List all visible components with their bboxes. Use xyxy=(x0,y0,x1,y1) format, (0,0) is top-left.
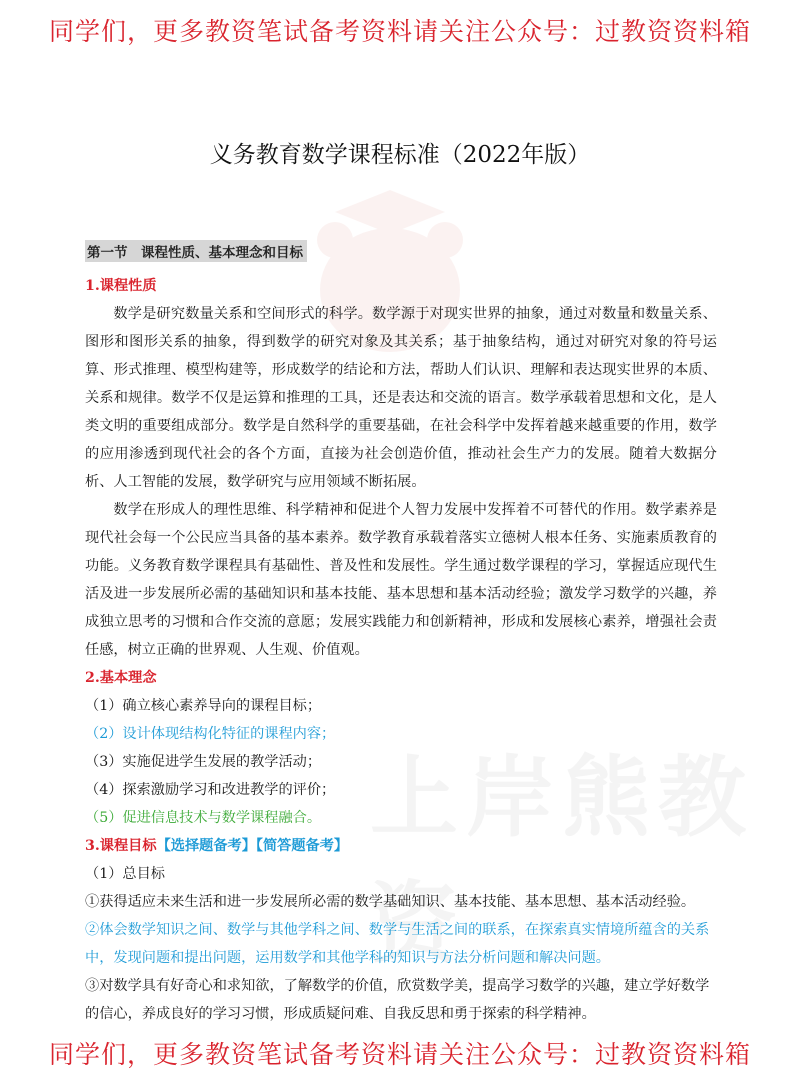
heading-course-goals-label: 3.课程目标 xyxy=(85,838,157,854)
list-item: （2）设计体现结构化特征的课程内容； xyxy=(85,726,336,742)
bottom-promo-banner: 同学们，更多教资笔试备考资料请关注公众号：过教资资料箱 xyxy=(48,1040,751,1069)
heading-course-nature: 1.课程性质 xyxy=(85,278,157,294)
exam-tags: 【选择题备考】【简答题备考】 xyxy=(156,838,349,854)
goal-item: ①获得适应未来生活和进一步发展所必需的数学基础知识、基本技能、基本思想、基本活动经验。 xyxy=(85,894,696,910)
goal-item: ②体会数学知识之间、数学与其他学科之间、数学与生活之间的联系，在探索真实情境所蕴含的关系中，发现问题和提出问题，运用数学和其他学科的知识与方法分析问题和解决问题。 xyxy=(85,922,710,966)
heading-basic-concepts: 2.基本理念 xyxy=(85,670,157,686)
list-item: （4）探索激励学习和改进教学的评价； xyxy=(85,782,336,798)
subheading-overall-goals: （1）总目标 xyxy=(85,866,165,882)
paragraph: 数学是研究数量关系和空间形式的科学。数学源于对现实世界的抽象，通过对数量和数量关系、图形和图形关系的抽象，得到数学的研究对象及其关系；基于抽象结构，通过对研究对象的符号运算、形式推理、模型构建等，形成数学的结论和方法，帮助人们认识、理解和表达现实世界的本质、关系和规律。数学不仅是运算和推理的工具，还是表达和交流的语言。数学承载着思想和文化，是人类文明的重要组成部分。数学是自然科学的重要基础，在社会科学中发挥着越来越重要的作用，数学的应用渗透到现代社会的各个方面，直接为社会创造价值，推动社会生产力的发展。随着大数据分析、人工智能的发展，数学研究与应用领域不断拓展。 xyxy=(85,306,717,490)
top-promo-banner: 同学们，更多教资笔试备考资料请关注公众号：过教资资料箱 xyxy=(48,17,751,46)
list-item: （1）确立核心素养导向的课程目标； xyxy=(85,698,322,714)
heading-course-goals xyxy=(85,832,717,860)
paragraph: 数学在形成人的理性思维、科学精神和促进个人智力发展中发挥着不可替代的作用。数学素养是现代社会每一个公民应当具备的基本素养。数学教育承载着落实立德树人根本任务、实施素质教育的功能。义务教育数学课程具有基础性、普及性和发展性。学生通过数学课程的学习，掌握适应现代生活及进一步发展所必需的基础知识和基本技能、基本思想和基本活动经验；激发学习数学的兴趣，养成独立思考的习惯和合作交流的意愿；发展实践能力和创新精神，形成和发展核心素养，增强社会责任感，树立正确的世界观、人生观、价值观。 xyxy=(85,502,717,658)
document-title: 义务教育数学课程标准（2022年版） xyxy=(209,142,591,168)
list-item: （5）促进信息技术与数学课程融合。 xyxy=(85,810,322,826)
goal-item: ③对数学具有好奇心和求知欲，了解数学的价值，欣赏数学美，提高学习数学的兴趣，建立学好数学的信心，养成良好的学习习惯，形成质疑问难、自我反思和勇于探索的科学精神。 xyxy=(85,978,710,1022)
section-heading: 第一节 课程性质、基本理念和目标 xyxy=(85,240,307,262)
list-item: （3）实施促进学生发展的教学活动； xyxy=(85,754,322,770)
document-body xyxy=(85,272,717,1028)
